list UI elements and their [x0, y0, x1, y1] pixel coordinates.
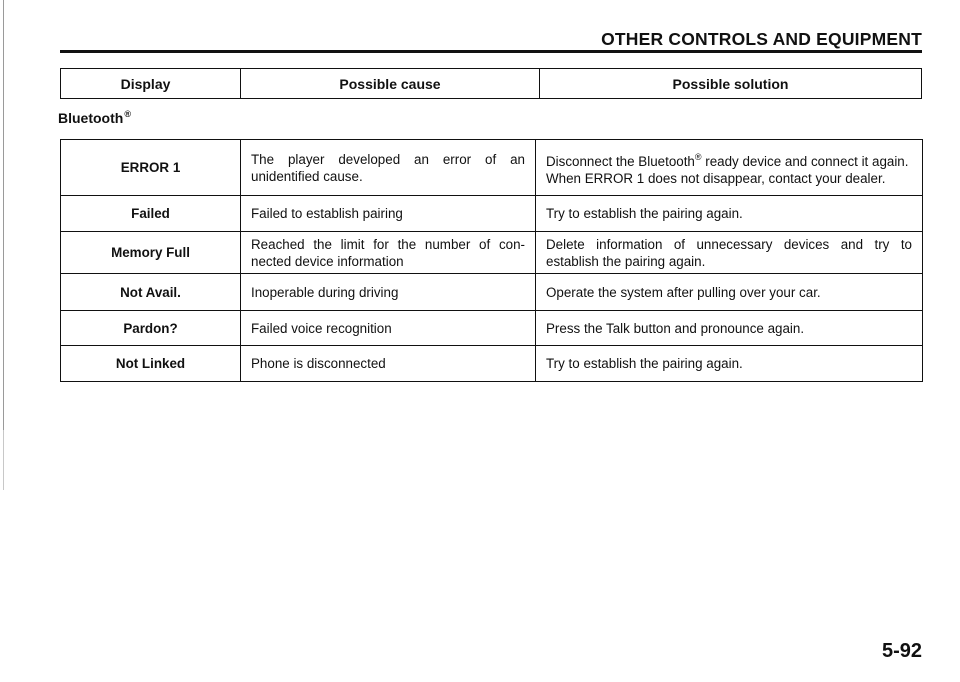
section-title: OTHER CONTROLS AND EQUIPMENT [601, 29, 922, 49]
page-edge-line [3, 0, 4, 430]
solution-cell: Press the Talk button and pronounce again. [536, 311, 923, 346]
table-row [61, 140, 923, 196]
solution-cell: Operate the system after pulling over your car. [536, 274, 923, 311]
cause-cell: Phone is disconnected [241, 346, 536, 382]
solution-cell: Try to establish the pairing again. [536, 346, 923, 382]
header-rule [60, 50, 922, 53]
solution-text: Disconnect the Bluetooth [546, 153, 695, 169]
display-cell: Not Avail. [61, 274, 241, 311]
display-cell: Failed [61, 196, 241, 232]
solution-text: ready device and connect it again. [701, 153, 909, 169]
cause-cell: The player developed an error of an unidentified cause. [241, 140, 536, 196]
error-message-table [60, 139, 923, 382]
column-header-display: Display [61, 69, 241, 98]
display-cell: Memory Full [61, 232, 241, 274]
solution-cell: Try to establish the pairing again. [536, 196, 923, 232]
solution-text: When ERROR 1 does not disappear, contact your dealer. [546, 170, 886, 186]
table-row [61, 232, 923, 274]
column-header-solution: Possible solution [672, 75, 789, 92]
page-number: 5-92 [881, 640, 922, 662]
cause-cell: Reached the limit for the number of con-nected device information [241, 232, 536, 274]
table-row [61, 196, 923, 232]
display-cell: Not Linked [61, 346, 241, 382]
subsection-label [58, 109, 131, 126]
table-row [61, 311, 923, 346]
solution-cell [536, 140, 923, 196]
registered-mark: ® [694, 151, 702, 162]
cause-cell: Inoperable during driving [241, 274, 536, 311]
column-header-row [60, 68, 922, 99]
display-cell: Pardon? [61, 311, 241, 346]
column-header-cause: Possible cause [241, 69, 540, 98]
cause-cell: Failed to establish pairing [241, 196, 536, 232]
table-row [61, 346, 923, 382]
subsection-label-text: Bluetooth [58, 110, 124, 126]
solution-cell: Delete information of unnecessary devices and try to establish the pairing again. [536, 232, 923, 274]
registered-mark: ® [124, 109, 131, 119]
table-row [61, 274, 923, 311]
page-edge-line-lower [3, 430, 4, 490]
cause-cell: Failed voice recognition [241, 311, 536, 346]
display-cell: ERROR 1 [61, 140, 241, 196]
